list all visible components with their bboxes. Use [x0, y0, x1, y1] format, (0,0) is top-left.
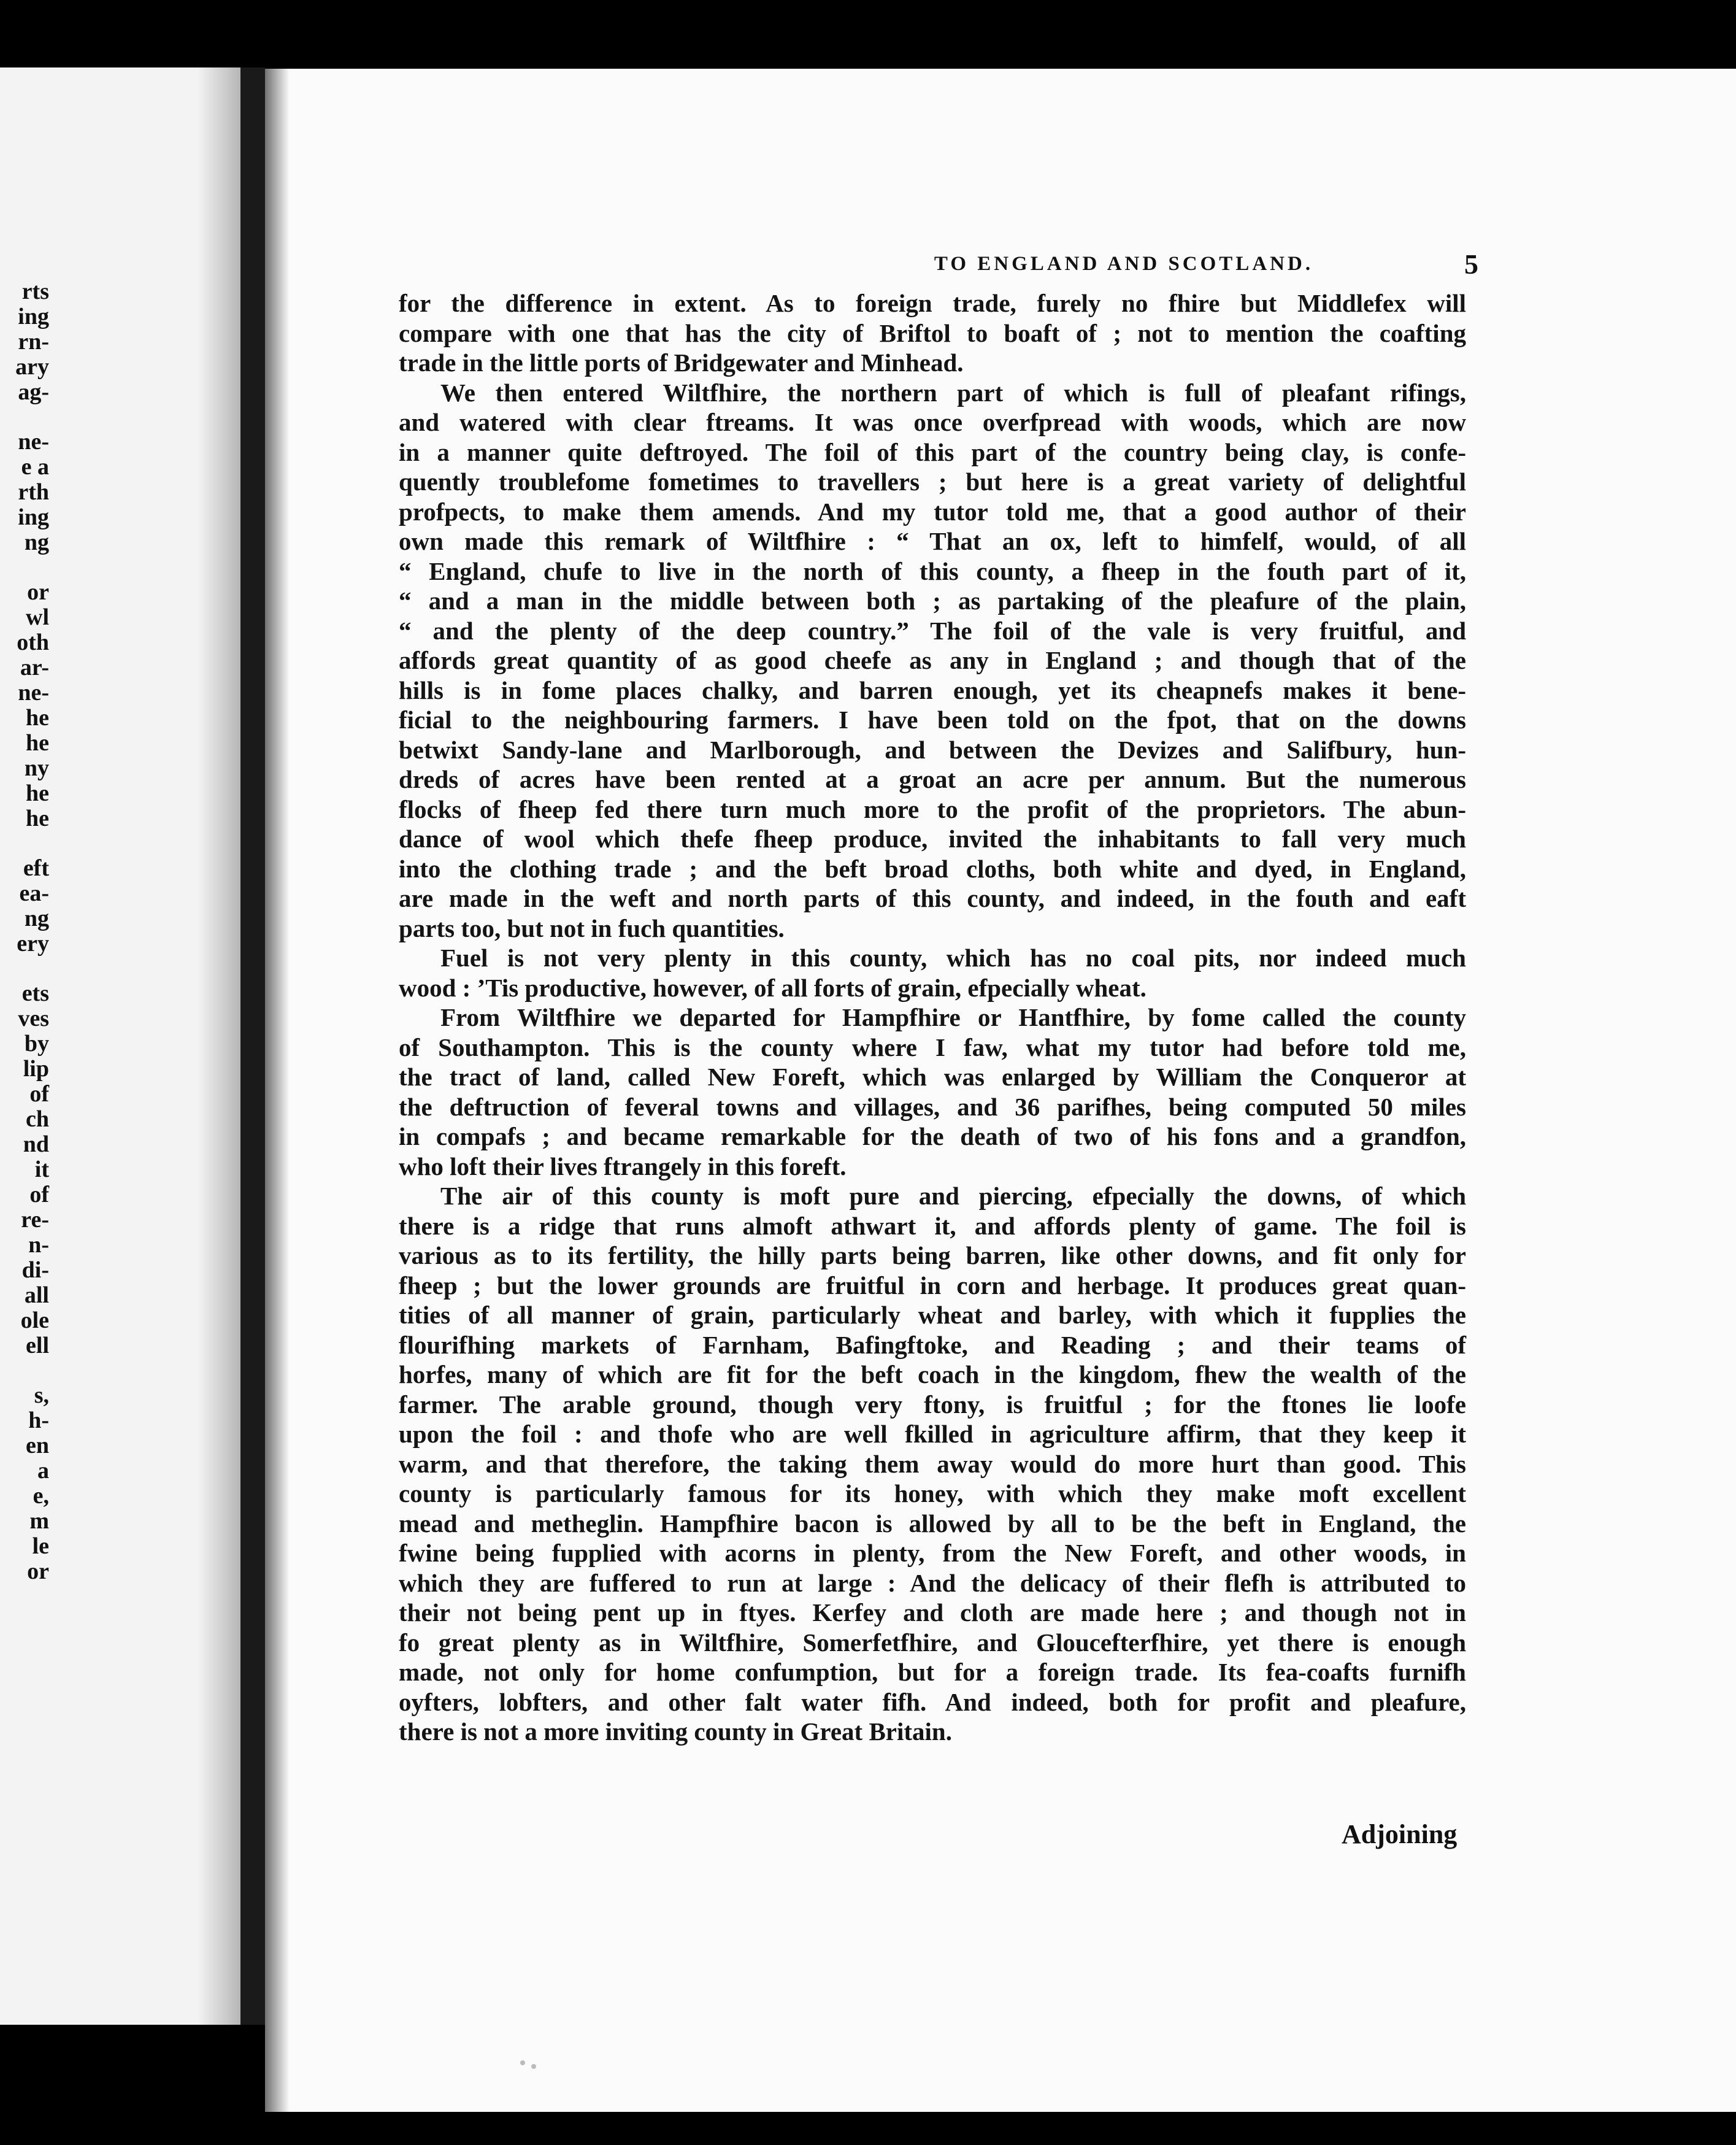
previous-page-fragment: all — [24, 1282, 49, 1308]
text-line: there is not a more inviting county in Great Britain. — [399, 1717, 952, 1746]
book-spine — [240, 67, 265, 2025]
text-line: parts too, but not in fuch quantities. — [399, 914, 785, 942]
text-line: are made in the weft and north parts of this county, and indeed, in the fouth and eaft — [399, 884, 1466, 912]
text-line: flocks of fheep fed there turn much more to the profit of the proprietors. The abun- — [399, 795, 1466, 823]
previous-page-fragment: ole — [20, 1307, 49, 1333]
text-line: profpects, to make them amends. And my tutor told me, that a good author of their — [399, 497, 1466, 526]
text-line: the deftruction of feveral towns and villages, and 36 parifhes, being computed 50 miles — [399, 1092, 1466, 1121]
scan-speck — [531, 2064, 536, 2069]
page-number: 5 — [1464, 248, 1478, 280]
text-line: betwixt Sandy-lane and Marlborough, and between the Devizes and Salifbury, hun- — [399, 735, 1466, 764]
text-line: their not being pent up in ftyes. Kerfey and cloth are made here ; and though not in — [399, 1598, 1466, 1627]
previous-page-fragment: he — [26, 705, 49, 731]
text-line: and watered with clear ftreams. It was once overfpread with woods, which are now — [399, 408, 1466, 436]
previous-page-fragment: ell — [26, 1333, 49, 1358]
previous-page-fragment: e a — [21, 454, 49, 480]
previous-page-fragment: of — [29, 1081, 49, 1107]
previous-page-fragment: ery — [17, 931, 49, 957]
text-line: tities of all manner of grain, particularly wheat and barley, with which it fupplies the — [399, 1301, 1466, 1329]
previous-page-fragment: ng — [24, 530, 49, 555]
text-line: We then entered Wiltfhire, the northern part of which is full of pleafant rifings, — [440, 378, 1466, 407]
text-line: for the difference in extent. As to foreign trade, furely no fhire but Middlefex will — [399, 289, 1466, 317]
page-body-text — [399, 288, 1466, 1747]
previous-page-fragment: ng — [24, 906, 49, 931]
previous-page-fragment: s, — [34, 1382, 49, 1408]
previous-page-fragment: ary — [15, 354, 49, 380]
text-line: fo great plenty as in Wiltfhire, Somerfetfhire, and Gloucefterfhire, yet there is enough — [399, 1628, 1466, 1657]
previous-page-fragment: m — [29, 1508, 49, 1534]
previous-page-edge — [0, 67, 244, 2025]
previous-page-fragment: ny — [24, 755, 49, 781]
text-line: quently troublefome fometimes to travellers ; but here is a great variety of delightful — [399, 468, 1466, 496]
previous-page-line-endings — [0, 279, 49, 1584]
previous-page-fragment: h- — [28, 1408, 49, 1433]
text-line: Fuel is not very plenty in this county, which has no coal pits, nor indeed much — [440, 944, 1466, 972]
text-line: The air of this county is moft pure and piercing, efpecially the downs, of which — [440, 1182, 1466, 1210]
previous-page-fragment: lip — [23, 1056, 49, 1082]
previous-page-fragment: rts — [21, 279, 49, 304]
text-line: affords great quantity of as good cheefe as any in England ; and though that of the — [399, 646, 1466, 674]
previous-page-fragment: n- — [28, 1232, 49, 1258]
previous-page-fragment: by — [24, 1031, 49, 1057]
text-line: “ and a man in the middle between both ; as partaking of the pleafure of the plain, — [399, 587, 1466, 615]
previous-page-fragment: ch — [26, 1106, 49, 1132]
text-line: own made this remark of Wiltfhire : “ That an ox, left to himfelf, would, of all — [399, 527, 1466, 555]
text-line: wood : ’Tis productive, however, of all forts of grain, efpecially wheat. — [399, 973, 1146, 1002]
text-line: oyfters, lobfters, and other falt water fifh. And indeed, both for profit and pleafure, — [399, 1687, 1466, 1716]
previous-page-fragment: ne- — [18, 680, 49, 706]
text-line: dreds of acres have been rented at a groat an acre per annum. But the numerous — [399, 765, 1466, 793]
previous-page-fragment: ne- — [18, 429, 49, 455]
text-line: compare with one that has the city of Briftol to boaft of ; not to mention the coafting — [399, 318, 1466, 347]
previous-page-fragment: ing — [18, 304, 49, 329]
text-line: into the clothing trade ; and the beft broad cloths, both white and dyed, in England, — [399, 854, 1466, 883]
previous-page-fragment: re- — [21, 1207, 49, 1233]
previous-page-fragment: di- — [21, 1257, 49, 1283]
text-line: made, not only for home confumption, but for a foreign trade. Its fea-coafts furnifh — [399, 1658, 1466, 1686]
previous-page-fragment: of — [29, 1182, 49, 1207]
text-line: trade in the little ports of Bridgewater and Minhead. — [399, 349, 964, 377]
previous-page-fragment: ag- — [18, 379, 49, 405]
text-line: upon the foil : and thofe who are well fkilled in agriculture affirm, that they keep it — [399, 1420, 1466, 1448]
book-page — [265, 69, 1736, 2112]
previous-page-fragment: nd — [23, 1131, 49, 1157]
text-line: From Wiltfhire we departed for Hampfhire or Hantfhire, by fome called the county — [440, 1003, 1466, 1031]
text-line: in compafs ; and became remarkable for the death of two of his fons and a grandfon, — [399, 1122, 1466, 1150]
text-line: warm, and that therefore, the taking them away would do more hurt than good. This — [399, 1449, 1466, 1478]
previous-page-fragment: eft — [23, 855, 49, 881]
text-line: which they are fuffered to run at large : And the delicacy of their flefh is attributed to — [399, 1568, 1466, 1597]
previous-page-fragment: he — [26, 806, 49, 831]
text-line: hills is in fome places chalky, and barren enough, yet its cheapnefs makes it bene- — [399, 676, 1466, 704]
previous-page-fragment: e, — [33, 1483, 49, 1509]
text-line: farmer. The arable ground, though very ftony, is fruitful ; for the ftones lie loofe — [399, 1390, 1466, 1419]
text-line: the tract of land, called New Foreft, which was enlarged by William the Conqueror at — [399, 1063, 1466, 1091]
previous-page-fragment: wl — [26, 604, 49, 630]
text-line: mead and metheglin. Hampfhire bacon is allowed by all to be the beft in England, the — [399, 1509, 1466, 1538]
previous-page-fragment: ea- — [19, 880, 49, 906]
text-line: flourifhing markets of Farnham, Bafingftoke, and Reading ; and their teams of — [399, 1330, 1466, 1359]
previous-page-fragment: or — [27, 1558, 49, 1584]
text-line: there is a ridge that runs almoft athwart it, and affords plenty of game. The foil is — [399, 1211, 1466, 1240]
previous-page-fragment: it — [34, 1157, 49, 1182]
previous-page-fragment: rth — [18, 479, 49, 505]
catchword: Adjoining — [1342, 1819, 1458, 1849]
text-line: ficial to the neighbouring farmers. I have been told on the fpot, that on the downs — [399, 706, 1466, 734]
previous-page-fragment: or — [27, 579, 49, 605]
text-line: county is particularly famous for its honey, with which they make moft excellent — [399, 1479, 1466, 1508]
text-line: horfes, many of which are fit for the beft coach in the kingdom, fhew the wealth of the — [399, 1360, 1466, 1388]
previous-page-fragment: le — [32, 1533, 49, 1559]
previous-page-fragment: ar- — [20, 655, 49, 680]
previous-page-fragment: oth — [17, 630, 49, 655]
text-line: fwine being fupplied with acorns in plenty, from the New Foreft, and other woods, in — [399, 1539, 1466, 1567]
text-line: dance of wool which thefe fheep produce, invited the inhabitants to fall very much — [399, 825, 1466, 853]
text-line: fheep ; but the lower grounds are fruitful in corn and herbage. It produces great quan- — [399, 1271, 1466, 1300]
text-line: of Southampton. This is the county where I faw, what my tutor had before told me, — [399, 1033, 1466, 1061]
previous-page-fragment: ves — [18, 1006, 49, 1031]
text-line: “ and the plenty of the deep country.” The foil of the vale is very fruitful, and — [399, 616, 1466, 645]
previous-page-fragment: rn- — [18, 329, 49, 355]
previous-page-fragment: ets — [21, 980, 49, 1006]
previous-page-fragment: he — [26, 730, 49, 756]
running-head: TO ENGLAND AND SCOTLAND. — [934, 253, 1314, 275]
text-line: who loft their lives ftrangely in this foreft. — [399, 1152, 847, 1180]
text-line: “ England, chufe to live in the north of this county, a fheep in the fouth part of it, — [399, 556, 1466, 585]
previous-page-fragment: a — [37, 1458, 49, 1484]
previous-page-fragment: he — [26, 780, 49, 806]
previous-page-fragment: en — [26, 1433, 49, 1458]
text-line: in a manner quite deftroyed. The foil of this part of the country being clay, is confe- — [399, 437, 1466, 466]
previous-page-fragment: ing — [18, 504, 49, 530]
scan-speck — [520, 2060, 525, 2065]
text-line: various as to its fertility, the hilly parts being barren, like other downs, and fit only for — [399, 1241, 1466, 1269]
